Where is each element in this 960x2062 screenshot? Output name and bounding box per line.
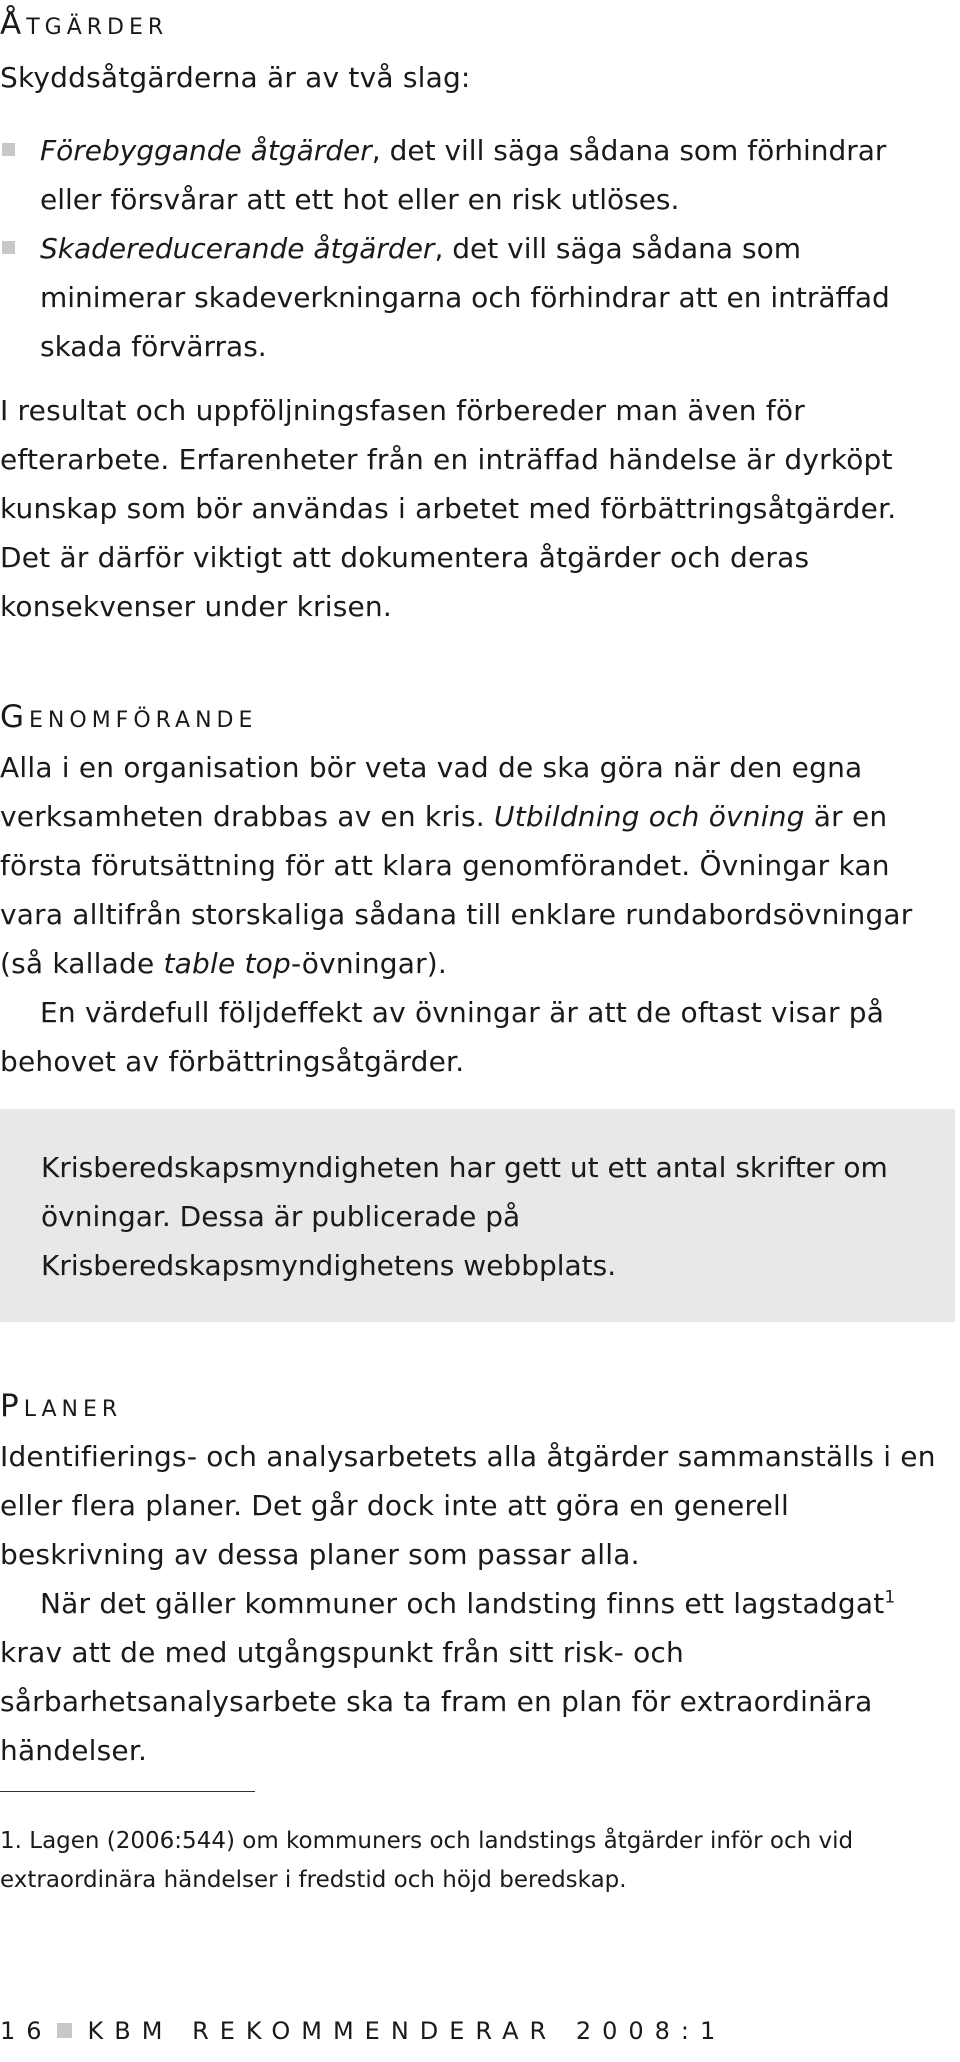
page-footer [0, 2016, 726, 2046]
callout-text: Krisberedskapsmyndigheten har gett ut ett antal skrifter om övningar. Dessa är publicerade på Krisberedskapsmyndighetens webbplats. [41, 1151, 888, 1282]
list-item-text: , det vill säga sådana som minimerar skadeverkningarna och förhindrar att en inträffad skada förvärras. [40, 232, 890, 363]
info-callout [0, 1109, 955, 1322]
paragraph-text: är en första förutsättning för att klara genomförandet. Övningar kan vara alltifrån storskaliga sådana till enklare rundabordsövningar (så kallade [0, 800, 913, 980]
paragraph-text: krav att de med utgångspunkt från sitt risk- och sårbarhetsanalysarbete ska ta fram en plan för extraordinära händelser. [0, 1636, 873, 1767]
measures-list [0, 126, 905, 371]
paragraph-text: Alla i en organisation bör veta vad de ska göra när den egna verksamheten drabbas av en kris. [0, 751, 863, 833]
section-heading-atgarder: Åtgärder [0, 6, 169, 42]
benefit-paragraph: En värdefull följdeffekt av övningar är att de oftast visar på behovet av förbättringsåtgärder. [0, 996, 885, 1078]
publication-title: KBM REKOMMENDERAR 2008:1 [87, 2017, 727, 2045]
list-item-term: Förebyggande åtgärder [40, 134, 372, 167]
footnote-divider [0, 1791, 255, 1792]
list-item [0, 126, 905, 224]
plans-paragraph: Identifierings- och analysarbetets alla åtgärder sammanställs i en eller flera planer. Det går dock inte att göra en generell beskrivning av dessa planer som passar alla. [0, 1440, 936, 1571]
bullet-marker [2, 241, 15, 254]
paragraph-text: -övningar). [290, 947, 448, 980]
emphasis-text: table top [163, 947, 291, 980]
page-number: 16 [0, 2017, 53, 2045]
intro-text: Skyddsåtgärderna är av två slag: [0, 61, 471, 94]
footer-square-icon [57, 2023, 72, 2038]
paragraph-text: När det gäller kommuner och landsting finns ett lagstadgat [40, 1587, 885, 1620]
legal-paragraph [0, 1579, 945, 1775]
section-heading-genomforande: Genomförande [0, 699, 258, 735]
followup-paragraph: I resultat och uppföljningsfasen förbereder man även för efterarbete. Erfarenheter från en inträffad händelse är dyrköpt kunskap som bör användas i arbetet med förbättringsåtgärder. Det är därför viktigt att dokumentera åtgärder och deras konsekvenser under krisen. [0, 394, 897, 623]
list-item [0, 224, 905, 371]
list-item-text: , det vill säga sådana som förhindrar eller försvårar att ett hot eller en risk utlöses. [40, 134, 887, 216]
footnote: 1. Lagen (2006:544) om kommuners och landstings åtgärder inför och vid extraordinära händelser i fredstid och höjd beredskap. [0, 1828, 854, 1893]
list-item-term: Skadereducerande åtgärder [40, 232, 435, 265]
bullet-marker [2, 143, 15, 156]
section-heading-planer: Planer [0, 1388, 123, 1424]
footnote-reference[interactable]: 1 [884, 1587, 896, 1608]
emphasis-text: Utbildning och övning [494, 800, 805, 833]
implementation-paragraph [0, 743, 945, 988]
